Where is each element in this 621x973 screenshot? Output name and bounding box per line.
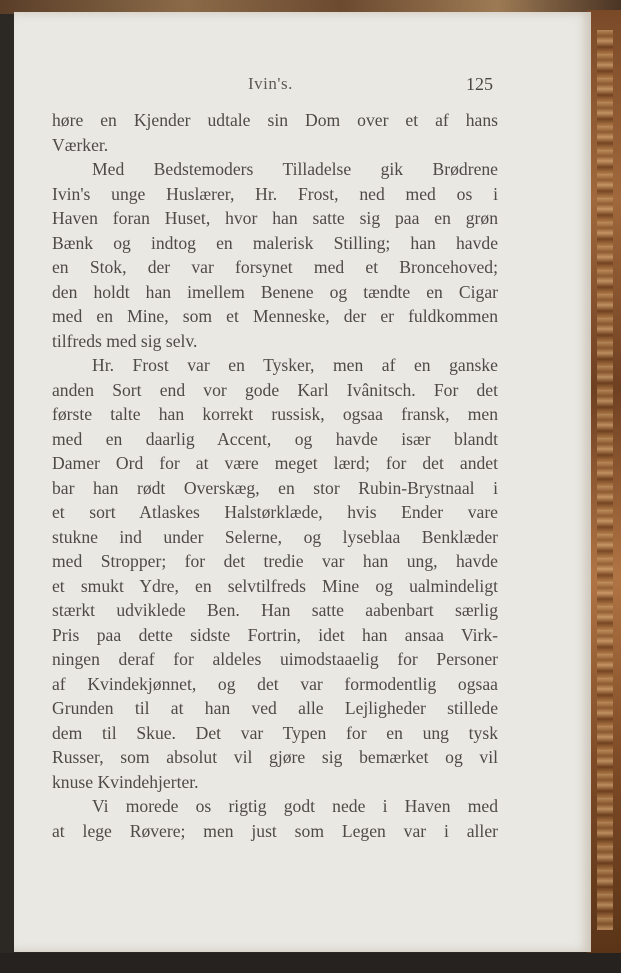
book-page — [14, 12, 591, 952]
text-line: at lege Røvere; men just som Legen var i aller — [52, 820, 498, 841]
book-bottom-edge — [0, 953, 621, 973]
text-line: Vi morede os rigtig godt nede i Haven med — [92, 796, 498, 816]
text-line: Pris paa dette sidste Fortrin, idet han ansaa Virk- — [52, 624, 498, 645]
text-line: med Stropper; for det tredie var han ung, havde — [52, 551, 498, 571]
body-text — [52, 108, 498, 843]
text-line: den holdt han imellem Benene og tændte en Cigar — [52, 281, 498, 302]
text-line: dem til Skue. Det var Typen for en ung tysk — [52, 722, 498, 743]
text-line: Grunden til at han ved alle Lejligheder stillede — [52, 698, 498, 718]
running-head: Ivin's. — [248, 74, 293, 93]
text-line: Værker. — [52, 134, 109, 155]
text-line: ningen deraf for aldeles uimodstaaelig for Personer — [52, 649, 498, 669]
text-line: knuse Kvindehjerter. — [52, 771, 199, 792]
text-line: stærkt udviklede Ben. Han satte aabenbart særlig — [52, 600, 498, 620]
text-line: af Kvindekjønnet, og det var formodentlig ogsaa — [52, 673, 498, 694]
text-line: anden Sort end vor gode Karl Ivânitsch. For det — [52, 379, 498, 400]
text-line: et sort Atlaskes Halstørklæde, hvis Ender vare — [52, 502, 498, 522]
text-line: høre en Kjender udtale sin Dom over et af hans — [52, 110, 498, 130]
text-line: Bænk og indtog en malerisk Stilling; han havde — [52, 232, 498, 253]
text-line: Damer Ord for at være meget lærd; for det andet — [52, 453, 498, 473]
page-edges — [597, 30, 613, 930]
text-line: Med Bedstemoders Tilladelse gik Brødrene — [92, 159, 498, 179]
page-number: 125 — [466, 74, 493, 94]
text-line: Haven foran Huset, hvor han satte sig paa en grøn — [52, 208, 498, 228]
text-line: et smukt Ydre, en selvtilfreds Mine og ualmindeligt — [52, 575, 498, 596]
text-line: en Stok, der var forsynet med et Broncehoved; — [52, 257, 498, 277]
text-line: bar han rødt Overskæg, en stor Rubin-Brystnaal i — [52, 477, 498, 498]
text-line: Ivin's unge Huslærer, Hr. Frost, ned med os i — [52, 183, 498, 204]
book-cover-edge — [587, 10, 621, 955]
text-line: første talte han korrekt russisk, ogsaa fransk, men — [52, 404, 498, 424]
text-line: med en Mine, som et Menneske, der er fuldkommen — [52, 306, 498, 326]
text-line: Russer, som absolut vil gjøre sig bemærket og vil — [52, 747, 498, 767]
text-line: med en daarlig Accent, og havde især blandt — [52, 428, 498, 449]
text-line: tilfreds med sig selv. — [52, 330, 198, 351]
text-line: stukne ind under Selerne, og lyseblaa Benklæder — [52, 526, 498, 547]
text-line: Hr. Frost var en Tysker, men af en ganske — [92, 355, 498, 375]
